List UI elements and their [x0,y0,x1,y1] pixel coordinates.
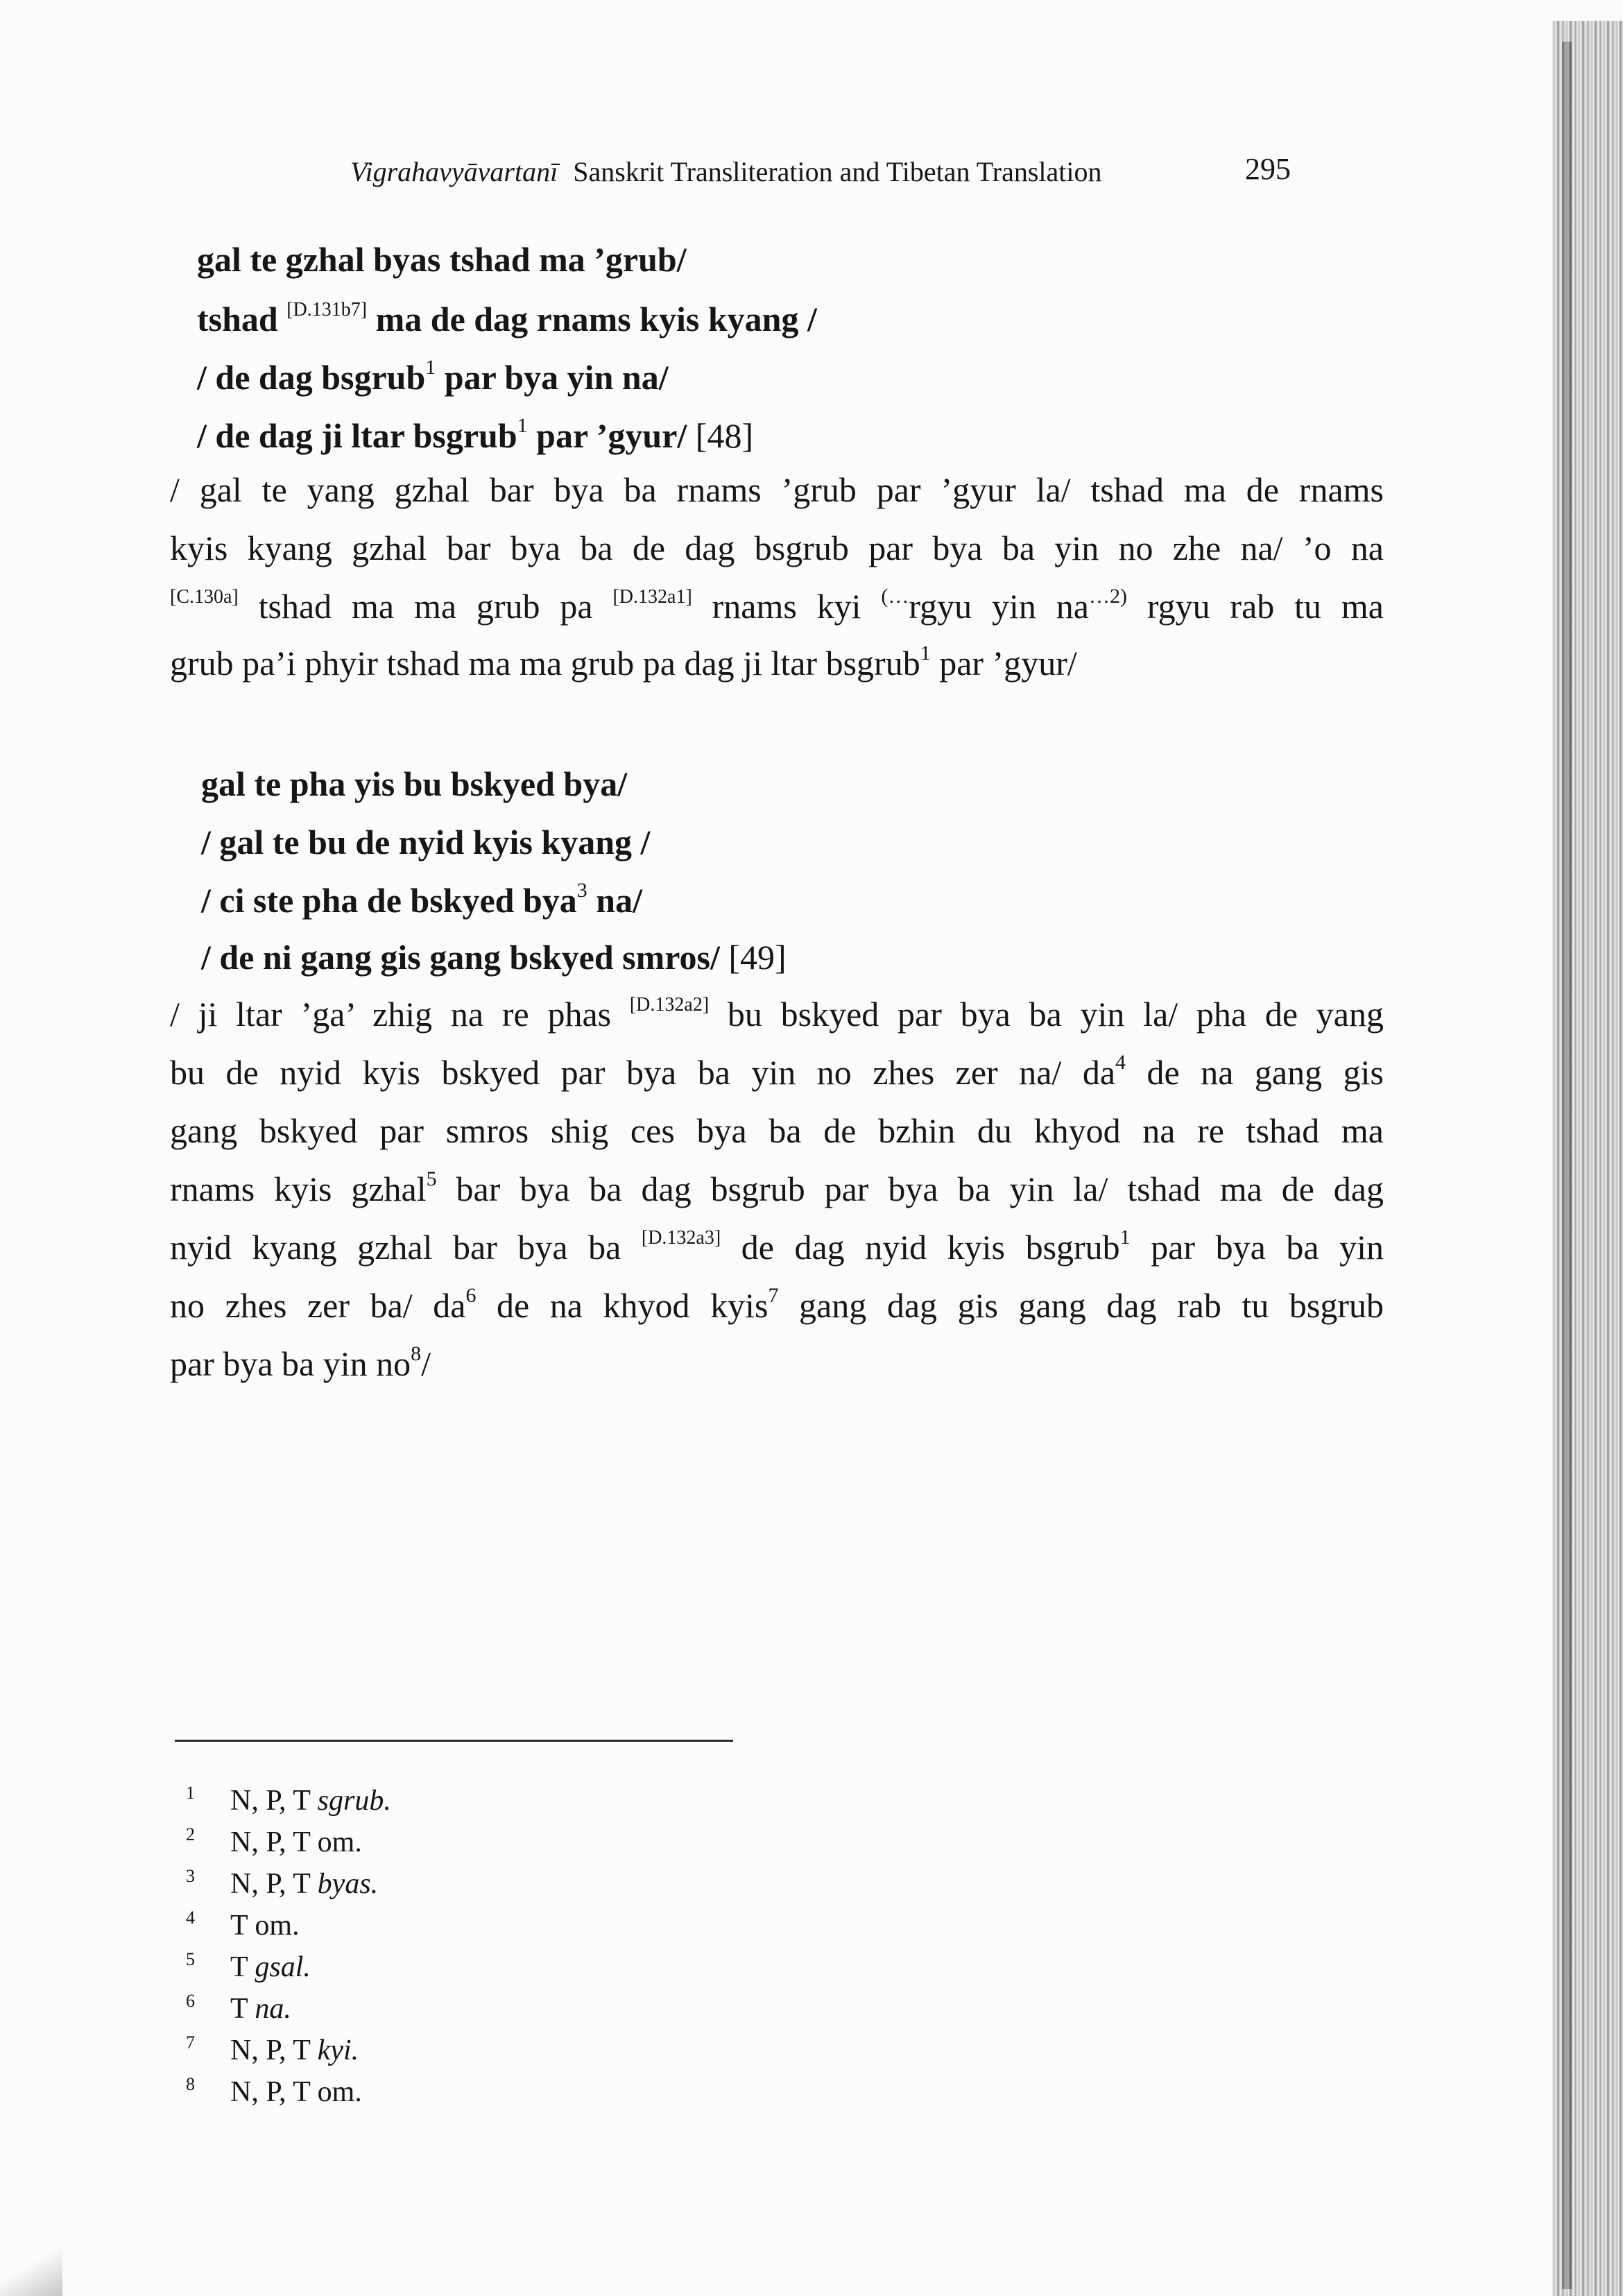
footnote-4: 4 T om. [186,1908,300,1942]
ref-c130a: [C.130a] [170,586,239,608]
footnote-8: 8 N, P, T om. [186,2074,362,2108]
ref-d132a3: [D.132a3] [641,1227,721,1249]
footnote-ref: 5 [426,1167,437,1190]
commentary-48-line-1: / gal te yang gzhal bar bya ba rnams ’grub par ’gyur la/ tshad ma de rnams [170,470,1384,509]
commentary-49-line-2: bu de nyid kyis bskyed par bya ba yin no zhes zer na/ $da^4$ de na gang gis [170,1051,1384,1092]
footnote-5: 5 T gsal. [186,1949,311,1983]
commentary-49-line-6: no zhes zer ba/ $da^6$ de na khyod kyis$^7$ gang dag gis gang dag rab tu bsgrub [170,1284,1384,1325]
verse-number: [48] [687,416,754,455]
verse-48-line-4: / de dag ji ltar bsgrub$^1$ par ’gyur/ [48] [197,414,754,455]
binding-shadow [1562,42,1572,2289]
footnote-ref: 6 [465,1284,476,1307]
footnote-ref: 7 [768,1284,779,1307]
ref-d132a1: [D.132a1] [612,586,692,608]
footnote-ref: 1 [517,414,528,437]
footnote-ref: 4 [1115,1051,1126,1074]
footnote-3: 3 N, P, T byas. [186,1866,379,1900]
verse-48-line-3: / de dag bsgrub$^1$ par bya yin na/ [197,356,669,397]
verse-48-line-1: gal te gzhal byas tshad ma ’grub/ [197,240,687,279]
page-number: 295 [1245,152,1291,186]
commentary-48-line-3: [C.130a] tshad ma ma grub pa [D.132a1] rnams kyi (…rgyu yin $na^{\dots 2)}$ rgyu rab tu ma [170,585,1384,626]
footnote-ref: 1 [1119,1226,1131,1249]
verse-49-line-4: / de ni gang gis gang bskyed smros/ [49] [201,938,787,977]
footnote-ref: 1 [425,356,436,379]
commentary-49-line-7: par bya ba yin $no^8/$ [170,1342,431,1383]
commentary-48-line-2: kyis kyang gzhal bar bya ba de dag bsgrub par bya ba yin no zhe na/ ’o na [170,529,1384,567]
header-description: Sanskrit Transliteration and Tibetan Translation [573,156,1102,187]
ref-d132a2: [D.132a2] [629,994,710,1016]
footnote-7: 7 N, P, T kyi. [186,2032,359,2066]
footnote-2: 2 N, P, T om. [186,1824,362,1858]
footnote-ref: 1 [920,642,931,665]
footnote-6: 6 T na. [186,1991,291,2025]
verse-number: [49] [719,938,787,977]
ref-d131b7: [D.131b7] [286,299,368,320]
footnote-1: 1 N, P, T sgrub. [186,1783,391,1817]
commentary-49-line-5: nyid kyang gzhal bar bya ba [D.132a3] de dag nyid kyis bsgrub$^1$ par bya ba yin [170,1226,1384,1267]
header-work-title: Vigrahavyāvartanī [350,156,558,187]
commentary-49-line-3: gang bskyed par smros shig ces bya ba de bzhin du khyod na re tshad ma [170,1111,1384,1150]
corner-shadow [0,2241,62,2296]
footnote-ref: 3 [576,879,587,902]
commentary-49-line-4: rnams kyis gzhal$^5$ bar bya ba dag bsgrub par bya ba yin la/ tshad ma de dag [170,1167,1384,1208]
verse-49-line-3: / ci ste pha de bskyed bya$^3$ na/ [201,879,642,920]
footnote-ref: 8 [411,1342,422,1365]
running-header [350,152,1314,204]
verse-49-line-1: gal te pha yis bu bskyed bya/ [201,764,628,803]
verse-48-line-2: tshad [D.131b7] ma de dag rnams kyis kyang / [197,299,817,339]
commentary-48-line-4: grub pa’i phyir tshad ma ma grub pa dag ji ltar bsgrub$^1$ par ’gyur/ [170,642,1077,683]
verse-49-line-2: / gal te bu de nyid kyis kyang / [201,823,651,862]
footnote-rule [175,1740,733,1742]
commentary-49-line-1: / ji ltar ’ga’ zhig na re phas [D.132a2] bu bskyed par bya ba yin la/ pha de yang [170,994,1384,1034]
